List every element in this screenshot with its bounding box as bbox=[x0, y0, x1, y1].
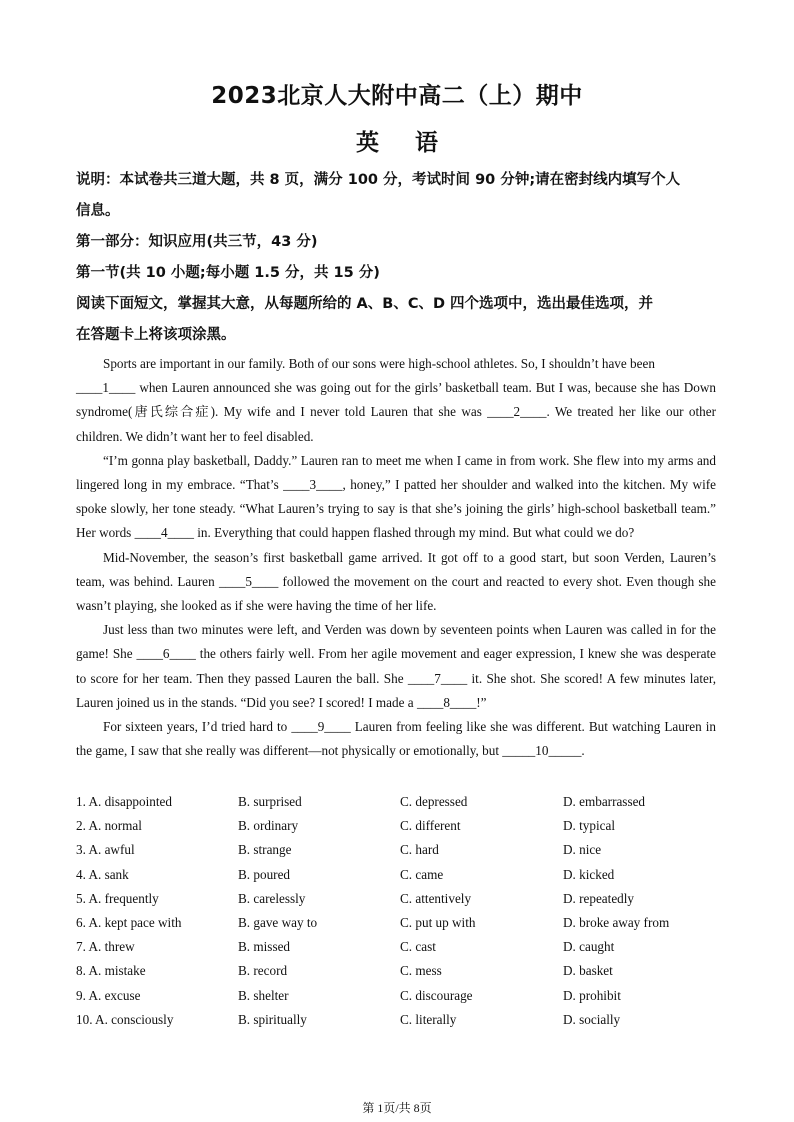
option-b: B. shelter bbox=[238, 987, 289, 1003]
passage-paragraph bbox=[76, 715, 716, 763]
option-c: C. different bbox=[400, 818, 461, 834]
option-d: D. kicked bbox=[563, 866, 615, 882]
option-c: C. came bbox=[400, 866, 444, 882]
subject-heading: 英语 bbox=[356, 130, 474, 156]
option-row bbox=[76, 790, 726, 814]
option-row bbox=[76, 838, 726, 862]
option-a: 5. A. frequently bbox=[76, 890, 159, 906]
passage-text: in. Everything that could happen flashed through my mind. But what could we do? bbox=[193, 525, 635, 541]
option-d: D. typical bbox=[563, 818, 616, 834]
passage-text: “I’m gonna play basketball, Daddy.” Lauren ran to meet me when I came in from work. She flew into my arms and lingered long in my embrace. “That’s bbox=[76, 452, 716, 493]
passage-text: . We treated her like our other children. We didn’t want her to feel disabled. bbox=[76, 404, 717, 444]
passage-paragraph bbox=[76, 449, 716, 546]
option-d: D. broke away from bbox=[563, 914, 670, 930]
blank-7: ____7____ bbox=[407, 670, 468, 686]
passage-text: Lauren from feeling like she was different. But watching Lauren in the game, I saw that she really was different—not physically or emotionally, but bbox=[76, 719, 716, 759]
option-b: B. missed bbox=[238, 939, 291, 955]
passage-paragraph bbox=[76, 546, 716, 619]
option-c: C. put up with bbox=[400, 914, 476, 930]
option-c: C. cast bbox=[400, 939, 436, 955]
passage-text: Mid-November, the season’s first basketball game arrived. It got off to a good start, but soon Verden, Lauren’s team, was behind. Lauren bbox=[76, 549, 716, 589]
blank-1: ____1____ bbox=[76, 380, 136, 396]
option-b: B. ordinary bbox=[238, 818, 299, 834]
blank-8: ____8____ bbox=[416, 694, 477, 710]
passage-text: followed the movement on the court and reacted to every shot. Even though she wasn’t playing, she looked as if she were having the time of her life. bbox=[76, 573, 716, 614]
option-a: 7. A. threw bbox=[76, 939, 135, 955]
option-row bbox=[76, 1008, 726, 1032]
option-d: D. basket bbox=[563, 963, 613, 979]
option-b: B. record bbox=[238, 963, 288, 979]
option-d: D. embarrassed bbox=[563, 794, 646, 809]
option-row bbox=[76, 887, 726, 911]
option-c: C. attentively bbox=[400, 890, 472, 906]
option-d: D. repeatedly bbox=[563, 890, 635, 906]
option-d: D. nice bbox=[563, 842, 602, 858]
option-row bbox=[76, 911, 726, 935]
page-number: 第 1页/共 8页 bbox=[362, 1101, 432, 1115]
exam-note-line-1: 说明：本试卷共三道大题，共 8 页，满分 100 分，考试时间 90 分钟;请在密封线内填写个人 bbox=[76, 172, 681, 188]
passage-text: the others fairly well. From her agile movement and eager expression, I knew she was desperate to score for her team. Then they passed Lauren the ball. She bbox=[76, 646, 716, 686]
option-row bbox=[76, 863, 726, 887]
option-b: B. strange bbox=[238, 842, 292, 858]
blank-6: ____6____ bbox=[136, 646, 196, 662]
passage-text: , honey,” I patted her shoulder and walked into the kitchen. My wife spoke slowly, her tone steady. “What Lauren’s trying to say is that she’s joining the girls’ high-school basketball team.” Her words bbox=[76, 477, 716, 541]
passage-paragraph bbox=[76, 352, 716, 449]
option-d: D. prohibit bbox=[563, 987, 621, 1003]
option-b: B. spiritually bbox=[238, 1011, 307, 1027]
blank-3: ____3____ bbox=[283, 477, 343, 493]
exam-title: 2023北京人大附中高二（上）期中 bbox=[211, 83, 583, 109]
option-a: 9. A. excuse bbox=[76, 987, 141, 1003]
option-a: 1. A. disappointed bbox=[76, 794, 172, 809]
option-b: B. poured bbox=[238, 866, 291, 882]
option-b: B. carelessly bbox=[238, 890, 306, 906]
option-c: C. literally bbox=[400, 1011, 457, 1027]
option-c: C. discourage bbox=[400, 987, 473, 1003]
option-a: 3. A. awful bbox=[76, 842, 135, 858]
blank-4: ____4____ bbox=[134, 525, 194, 541]
passage-text: For sixteen years, I’d tried hard to bbox=[103, 719, 292, 735]
passage-text: Sports are important in our family. Both of our sons were high-school athletes. So, I shouldn’t have been bbox=[103, 356, 655, 371]
passage-paragraph bbox=[76, 618, 716, 715]
part-heading: 第一部分：知识应用(共三节，43 分) bbox=[76, 234, 318, 250]
option-row bbox=[76, 814, 726, 838]
cloze-passage bbox=[76, 352, 716, 763]
directions-line-2: 在答题卡上将该项涂黑。 bbox=[76, 327, 236, 343]
option-a: 8. A. mistake bbox=[76, 963, 146, 979]
passage-text: Just less than two minutes were left, and Verden was down by seventeen points when Lauren was called in for the game! She bbox=[76, 622, 716, 662]
blank-5: ____5____ bbox=[218, 573, 279, 589]
option-d: D. socially bbox=[563, 1011, 621, 1027]
option-b: B. surprised bbox=[238, 794, 302, 809]
passage-text: it. She shot. She scored! A few minutes later, Lauren joined us in the stands. “Did you see? I scored! I made a bbox=[76, 670, 716, 710]
section-heading: 第一节(共 10 小题;每小题 1.5 分，共 15 分) bbox=[76, 265, 380, 281]
option-row bbox=[76, 959, 726, 983]
passage-text: . bbox=[581, 743, 585, 759]
passage-text: !” bbox=[476, 694, 487, 710]
option-c: C. mess bbox=[400, 963, 442, 979]
exam-note-line-2: 信息。 bbox=[76, 203, 120, 219]
blank-2: ____2____ bbox=[487, 404, 547, 420]
option-a: 4. A. sank bbox=[76, 866, 129, 882]
option-c: C. depressed bbox=[400, 794, 468, 809]
directions-line-1: 阅读下面短文，掌握其大意，从每题所给的 A、B、C、D 四个选项中，选出最佳选项，并 bbox=[76, 296, 654, 312]
blank-10: _____10_____ bbox=[502, 743, 582, 759]
option-a: 6. A. kept pace with bbox=[76, 914, 182, 930]
option-a: 2. A. normal bbox=[76, 818, 142, 834]
option-c: C. hard bbox=[400, 842, 439, 858]
option-b: B. gave way to bbox=[238, 914, 318, 930]
option-d: D. caught bbox=[563, 939, 615, 955]
passage-text: when Lauren announced she was going out for the girls’ basketball team. But I was, because she has Down syndrome(唐氏综合症). My wife and I never told Lauren that she was bbox=[76, 380, 716, 420]
answer-options bbox=[76, 790, 726, 1032]
option-a: 10. A. consciously bbox=[76, 1011, 174, 1027]
blank-9: ____9____ bbox=[291, 719, 351, 735]
option-row bbox=[76, 984, 726, 1008]
option-row bbox=[76, 935, 726, 959]
